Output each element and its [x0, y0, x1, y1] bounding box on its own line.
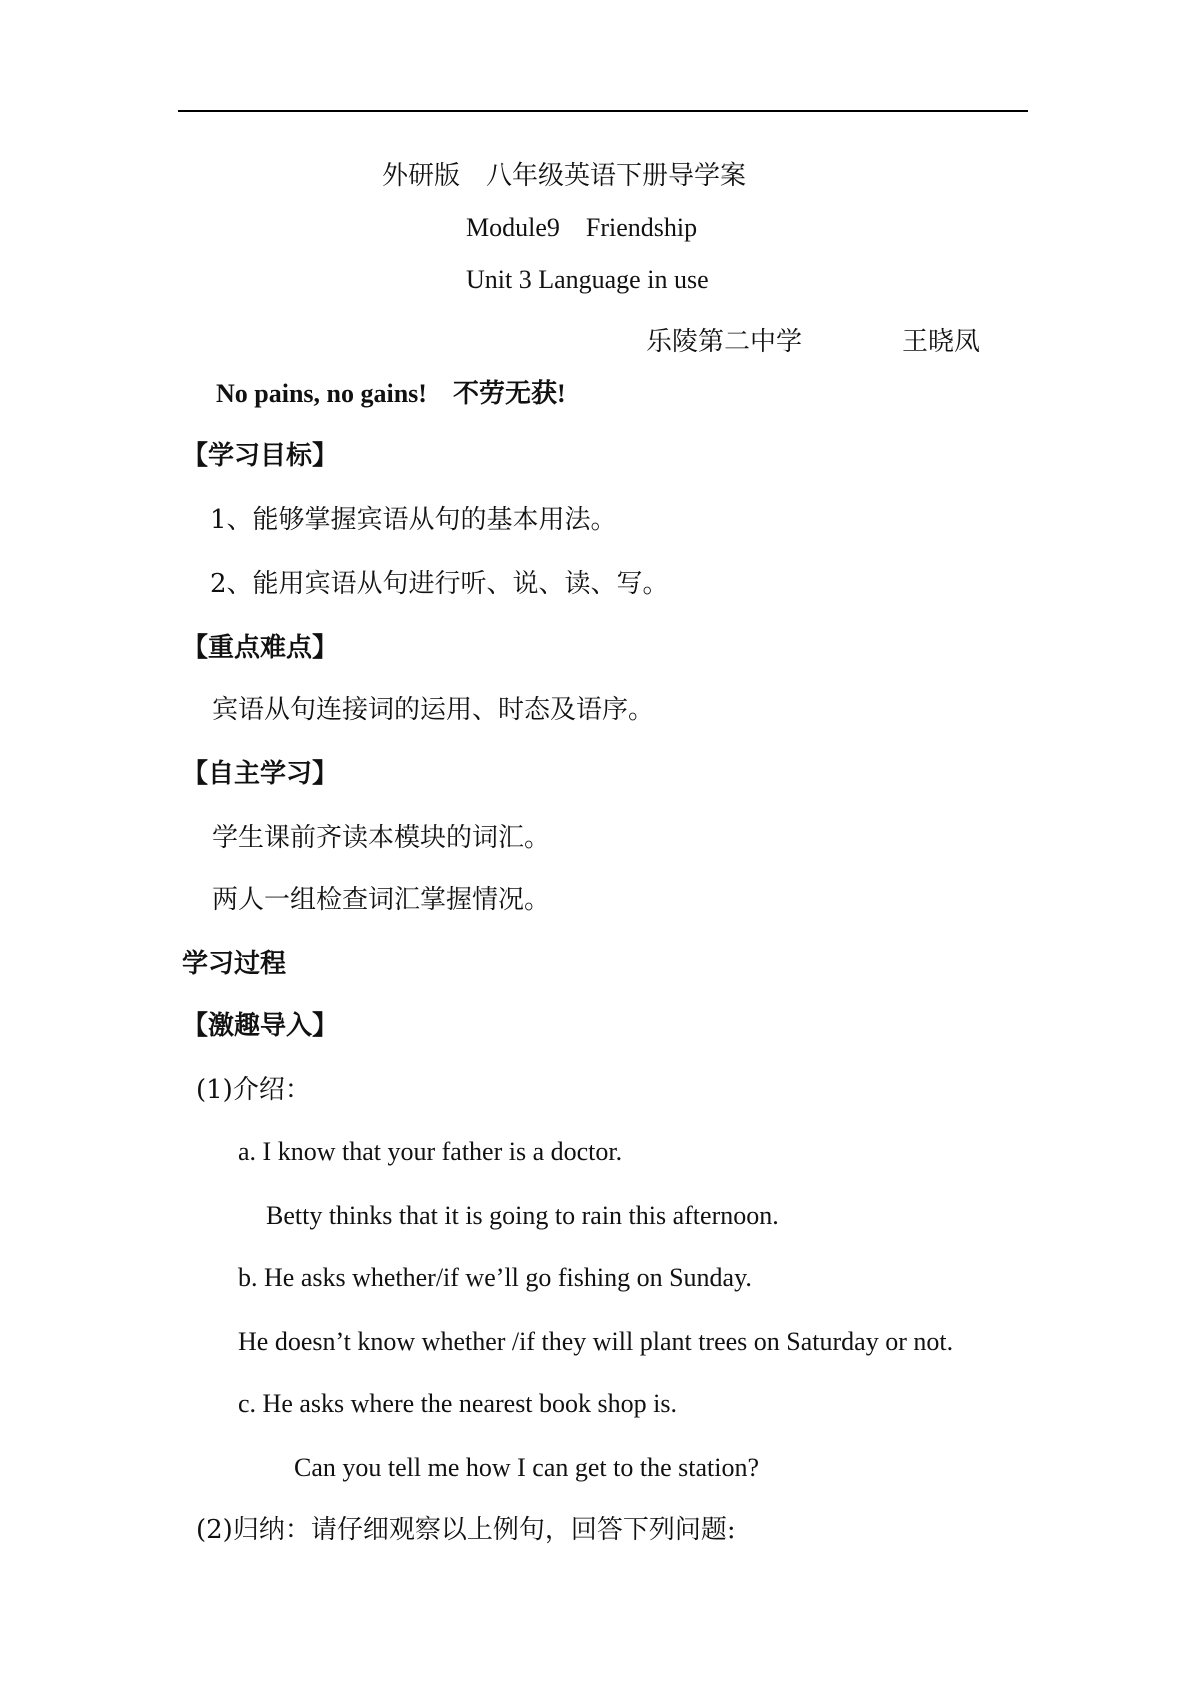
key-points-text: 宾语从句连接词的运用、时态及语序。 — [212, 695, 655, 725]
self-study-item: 学生课前齐读本模块的词汇。 — [212, 823, 551, 853]
intro-part2-label: (2)归纳：请仔细观察以上例句，回答下列问题: — [196, 1515, 736, 1545]
example-sentence: He doesn’t know whether /if they will plant trees on Saturday or not. — [238, 1327, 954, 1356]
process-heading: 学习过程 — [182, 949, 287, 979]
example-sentence: c. He asks where the nearest book shop is. — [238, 1389, 677, 1418]
example-sentence: Can you tell me how I can get to the station? — [294, 1453, 759, 1482]
objectives-heading: 【学习目标】 — [182, 441, 339, 471]
example-sentence: a. I know that your father is a doctor. — [238, 1137, 623, 1166]
header-rule — [178, 110, 1028, 112]
self-study-item: 两人一组检查词汇掌握情况。 — [212, 885, 551, 915]
module-title: Module9 Friendship — [466, 213, 698, 242]
motto: No pains, no gains! 不劳无获! — [216, 379, 566, 408]
key-points-heading: 【重点难点】 — [182, 633, 339, 663]
unit-title: Unit 3 Language in use — [466, 265, 709, 294]
example-sentence: b. He asks whether/if we’ll go fishing on Sunday. — [238, 1263, 752, 1292]
objective-item: 1、能够掌握宾语从句的基本用法。 — [210, 505, 617, 535]
intro-heading: 【激趣导入】 — [182, 1011, 339, 1041]
document-title: 外研版 八年级英语下册导学案 — [382, 161, 747, 191]
example-sentence: Betty thinks that it is going to rain this afternoon. — [266, 1201, 779, 1230]
author-name: 王晓凤 — [902, 327, 981, 357]
intro-part1-label: (1)介绍： — [196, 1075, 311, 1105]
self-study-heading: 【自主学习】 — [182, 759, 339, 789]
school-name: 乐陵第二中学 — [646, 327, 803, 357]
objective-item: 2、能用宾语从句进行听、说、读、写。 — [210, 569, 669, 599]
